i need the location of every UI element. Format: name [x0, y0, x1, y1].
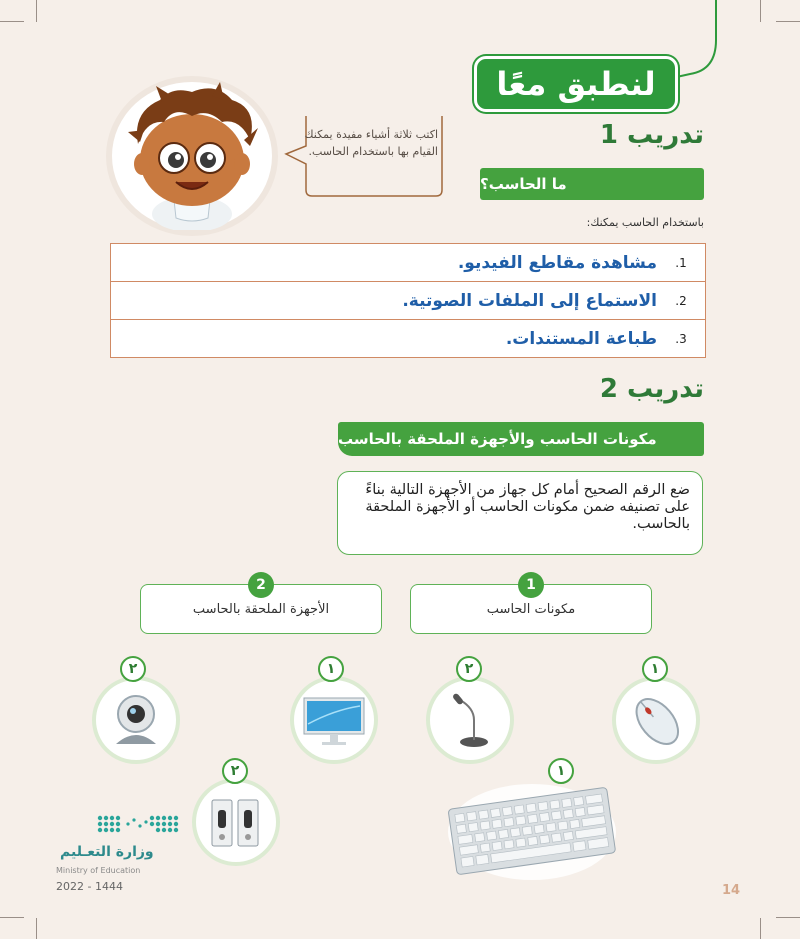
boy-character-illustration [112, 82, 272, 230]
exercise-1-band: ما الحاسب؟ [480, 168, 704, 200]
edition-year: 2022 - 1444 [56, 880, 123, 893]
row-answer: مشاهدة مقاطع الفيديو. [457, 252, 657, 273]
exercise-2-instructions: ضع الرقم الصحيح أمام كل جهاز من الأجهزة التالية بناءً على تصنيفه ضمن مكونات الحاسب أو الأجهزة الملحقة بالحاسب. [337, 471, 703, 555]
device-number-badge: ٢ [222, 758, 248, 784]
device-microphone [426, 676, 514, 764]
category-label: مكونات الحاسب [486, 601, 576, 617]
device-number-badge: ١ [318, 656, 344, 682]
mouse-icon [616, 680, 696, 760]
device-mouse [612, 676, 700, 764]
device-keyboard [448, 780, 616, 880]
table-row [111, 244, 705, 282]
row-number: .1 [675, 255, 687, 270]
table-row [111, 282, 705, 320]
device-number-badge: ٢ [120, 656, 146, 682]
row-number: .3 [675, 331, 687, 346]
exercise-1-title: تدريب 1 [599, 120, 704, 150]
ministry-name-english: Ministry of Education [56, 866, 141, 875]
webcam-icon [96, 680, 176, 760]
crop-mark [760, 0, 761, 22]
category-number-badge: 2 [248, 572, 274, 598]
exercise-1-intro: باستخدام الحاسب يمكنك: [586, 216, 704, 229]
ministry-name-arabic: وزارة التعـليم [60, 844, 154, 860]
crop-mark [0, 21, 24, 22]
row-number: .2 [675, 293, 687, 308]
device-monitor [290, 676, 378, 764]
crop-mark [760, 918, 761, 939]
crop-mark [0, 917, 24, 918]
row-answer: طباعة المستندات. [505, 328, 657, 349]
device-speakers [192, 778, 280, 866]
monitor-icon [294, 680, 374, 760]
row-answer: الاستماع إلى الملفات الصوتية. [402, 290, 657, 311]
device-number-badge: ١ [642, 656, 668, 682]
crop-mark [36, 918, 37, 939]
microphone-icon [430, 680, 510, 760]
answers-table [110, 243, 706, 358]
crop-mark [776, 21, 800, 22]
category-label: الأجهزة الملحقة بالحاسب [192, 601, 330, 617]
section-header-title: لنطبق معًا [474, 56, 678, 112]
exercise-2-title: تدريب 2 [599, 374, 704, 404]
device-number-badge: ١ [548, 758, 574, 784]
device-number-badge: ٢ [456, 656, 482, 682]
crop-mark [776, 917, 800, 918]
keyboard-icon [448, 780, 616, 880]
speakers-icon [196, 782, 276, 862]
speech-bubble-text: اكتب ثلاثة أشياء مفيدة يمكنك القيام بها باستخدام الحاسب. [304, 128, 438, 158]
table-row [111, 320, 705, 357]
category-number-badge: 1 [518, 572, 544, 598]
crop-mark [36, 0, 37, 22]
exercise-2-band: مكونات الحاسب والأجهزة الملحقة بالحاسب [338, 422, 704, 456]
device-webcam [92, 676, 180, 764]
ministry-logo-icon [92, 810, 188, 842]
page-number: 14 [722, 883, 741, 898]
